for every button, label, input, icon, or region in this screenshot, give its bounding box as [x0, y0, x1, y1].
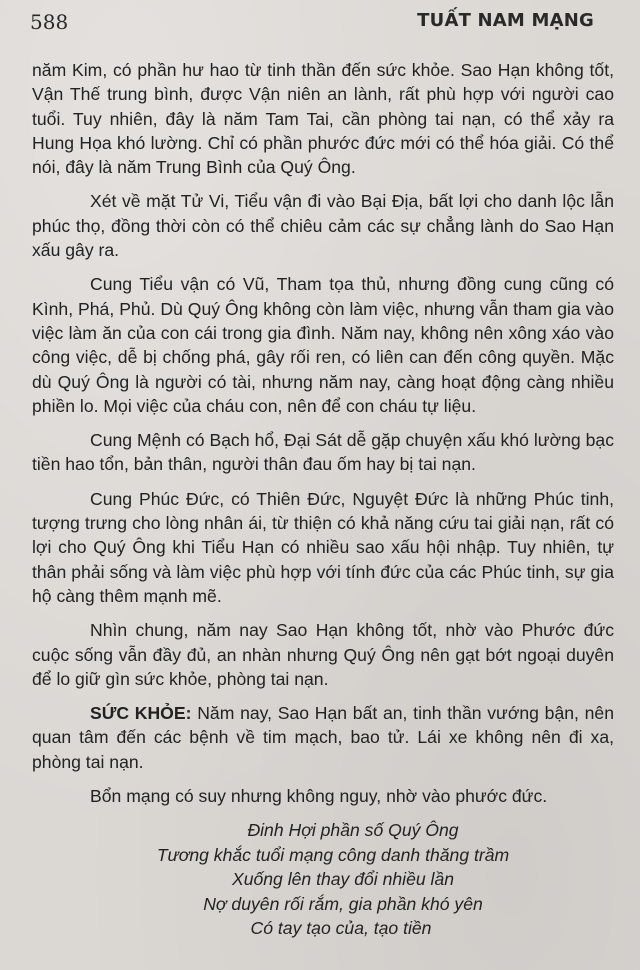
- verse-line: Tương khắc tuổi mạng công danh thăng trầm: [156, 844, 510, 865]
- page-header: [30, 8, 594, 38]
- verse-block: [32, 818, 614, 941]
- paragraph-cung-menh: Cung Mệnh có Bạch hổ, Đại Sát dễ gặp chuyện xấu khó lường bạc tiền hao tổn, bản thân, người thân đau ốm hay bị tai nạn.: [32, 430, 614, 475]
- paragraph-nhin-chung: Nhìn chung, năm nay Sao Hạn không tốt, nhờ vào Phước đức cuộc sống vẫn đầy đủ, an nhàn nhưng Quý Ông nên gạt bớt ngoại duyên để lo giữ gìn sức khỏe, phòng tai nạn.: [32, 620, 614, 689]
- paragraph-tu-vi: Xét về mặt Tử Vi, Tiểu vận đi vào Bại Địa, bất lợi cho danh lộc lẫn phúc thọ, đồng thời còn có thể chiêu cảm các sự chẳng lành do Sao Hạn xấu gây ra.: [32, 191, 614, 261]
- health-heading: SỨC KHỎE:: [90, 703, 192, 724]
- paragraph-health: [32, 701, 614, 774]
- paragraph-summary: Bổn mạng có suy nhưng không nguy, nhờ vào phước đức.: [90, 786, 548, 807]
- paragraph-cung-phuc-duc: Cung Phúc Đức, có Thiên Đức, Nguyệt Đức là những Phúc tinh, tượng trưng cho lòng nhân ái, từ thiện có khả năng cứu tai giải nạn, rất có lợi cho Quý Ông khi Tiểu Hạn có nhiều sao xấu hội nhập. Tuy nhiên, tự thân phải sống và làm việc phù hợp với tính đức của các Phúc tinh, sự gia hộ càng thêm mạnh mẽ.: [32, 488, 614, 606]
- verse-line: Nợ duyên rối rắm, gia phần khó yên: [203, 893, 483, 914]
- paragraph-continuation: năm Kim, có phần hư hao từ tinh thần đến sức khỏe. Sao Hạn không tốt, Vận Thế trung bình, được Vận niên an lành, rất phù hợp với người cao tuổi. Tuy nhiên, đây là năm Tam Tai, cần phòng tai nạn, có thể xảy ra Hung Họa khó lường. Chỉ có phần phước đức mới có thể hóa giải. Có thể nói, đây là năm Trung Bình của Quý Ông.: [32, 60, 614, 178]
- verse-line: Có tay tạo của, tạo tiền: [250, 918, 432, 939]
- page-body: [32, 58, 614, 941]
- running-head: TUẤT NAM MẠNG: [417, 10, 594, 31]
- paragraph-cung-tieu-van: Cung Tiểu vận có Vũ, Tham tọa thủ, nhưng đồng cung cũng có Kình, Phá, Phủ. Dù Quý Ông không còn làm việc, nhưng vẫn tham gia vào việc làm ăn của con cái trong gia đình. Năm nay, không nên xông xáo vào công việc, dễ bị chống phá, gây rối ren, có liên can đến công quyền. Mặc dù Quý Ông là người có tài, nhưng năm nay, càng hoạt động càng nhiều phiền lo. Mọi việc của cháu con, nên để con cháu tự liệu.: [32, 274, 614, 416]
- page-number: 588: [30, 10, 69, 34]
- verse-line: Xuống lên thay đổi nhiều lần: [231, 869, 455, 890]
- verse-line: Đinh Hợi phần số Quý Ông: [247, 820, 459, 841]
- health-text: Năm nay, Sao Hạn bất an, tinh thần vướng bận, nên quan tâm đến các bệnh về tim mạch, bao tử. Lái xe không nên đi xa, phòng tai nạn.: [32, 703, 614, 772]
